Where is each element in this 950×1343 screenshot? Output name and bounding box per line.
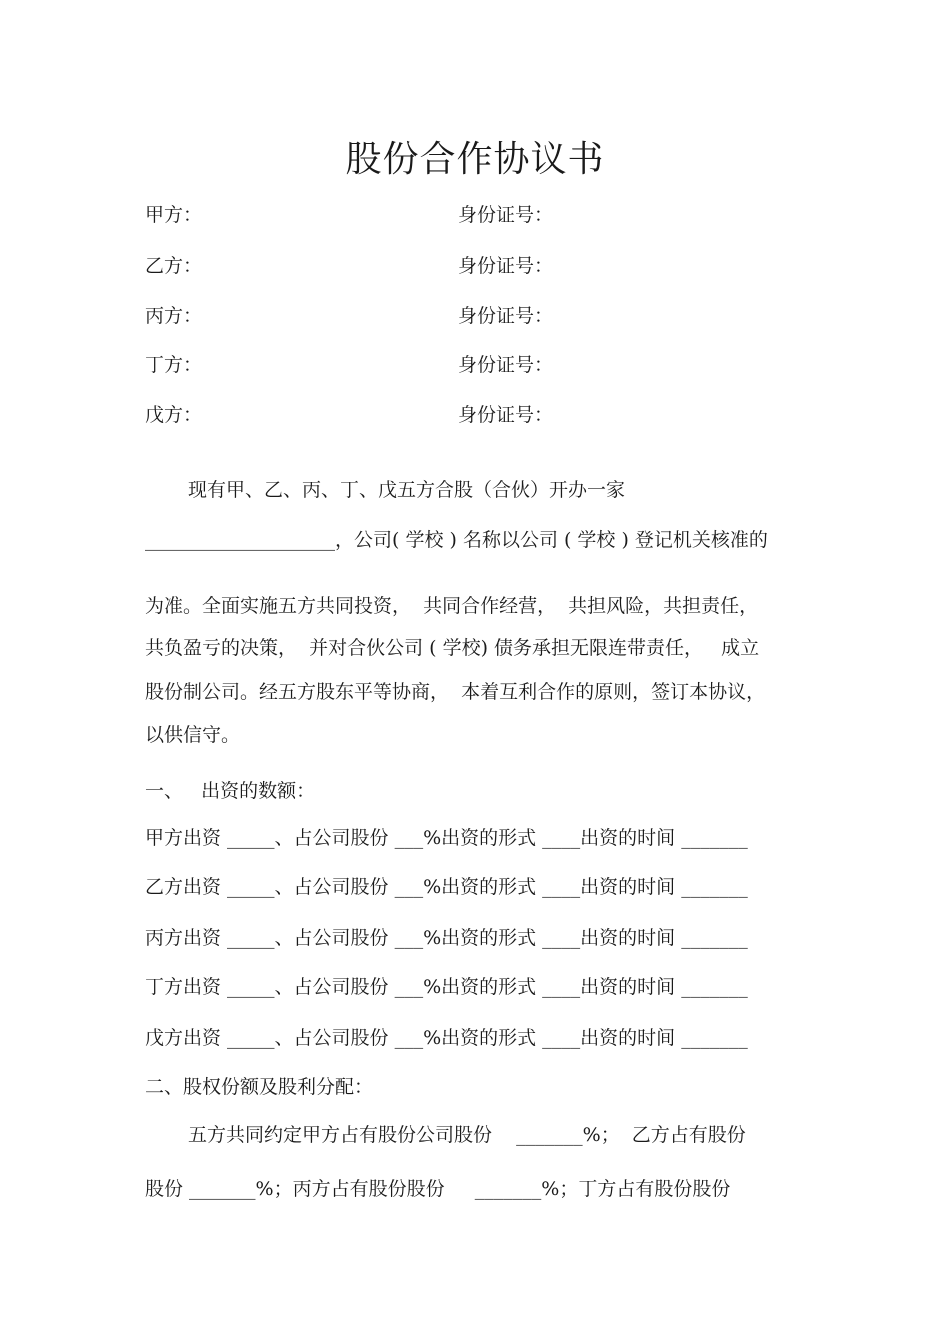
company-name-blank: ____________________ (145, 529, 335, 551)
party-id-label-ding: 身份证号： (458, 354, 554, 376)
intro-line-5: 股份制公司。经五方股东平等协商， 本着互利合作的原则，签订本协议， (145, 681, 766, 703)
intro-line-2 (145, 527, 768, 553)
party-label-bing: 丙方： (145, 305, 203, 327)
contribution-row-yi: 乙方出资 _____、占公司股份 ___%出资的形式 ____出资的时间 _______ (145, 876, 748, 898)
intro-line-2-text: ，公司( 学校 ) 名称以公司 ( 学校 ) 登记机关核准的 (335, 529, 768, 551)
party-id-label-wu: 身份证号： (458, 404, 554, 426)
contribution-row-bing: 丙方出资 _____、占公司股份 ___%出资的形式 ____出资的时间 _______ (145, 927, 748, 949)
intro-line-4: 共负盈亏的决策， 并对合伙公司 ( 学校) 债务承担无限连带责任， 成立 (145, 637, 760, 659)
party-id-label-jia: 身份证号： (458, 204, 554, 226)
intro-line-3: 为准。全面实施五方共同投资， 共同合作经营， 共担风险，共担责任， (145, 595, 759, 617)
section2-heading: 二、股权份额及股利分配： (145, 1076, 374, 1098)
contribution-row-wu: 戊方出资 _____、占公司股份 ___%出资的形式 ____出资的时间 _______ (145, 1027, 748, 1049)
party-label-jia: 甲方： (145, 204, 203, 226)
section2-line-2: 股份 _______%；丙方占有股份股份 _______%；丁方占有股份股份 (145, 1178, 731, 1200)
section2-line-1: 五方共同约定甲方占有股份公司股份 _______%； 乙方占有股份 (188, 1124, 746, 1146)
intro-line-6: 以供信守。 (145, 724, 241, 746)
contribution-row-jia: 甲方出资 _____、占公司股份 ___%出资的形式 ____出资的时间 _______ (145, 827, 748, 849)
party-id-label-yi: 身份证号： (458, 255, 554, 277)
party-label-ding: 丁方： (145, 354, 203, 376)
party-id-label-bing: 身份证号： (458, 305, 554, 327)
party-label-yi: 乙方： (145, 255, 203, 277)
contribution-row-ding: 丁方出资 _____、占公司股份 ___%出资的形式 ____出资的时间 _______ (145, 976, 748, 998)
document-title: 股份合作协议书 (345, 139, 605, 180)
intro-line-1: 现有甲、乙、丙、丁、戊五方合股（合伙）开办一家 (188, 479, 626, 501)
section1-heading: 一、 出资的数额： (145, 780, 316, 802)
party-label-wu: 戊方： (145, 404, 203, 426)
